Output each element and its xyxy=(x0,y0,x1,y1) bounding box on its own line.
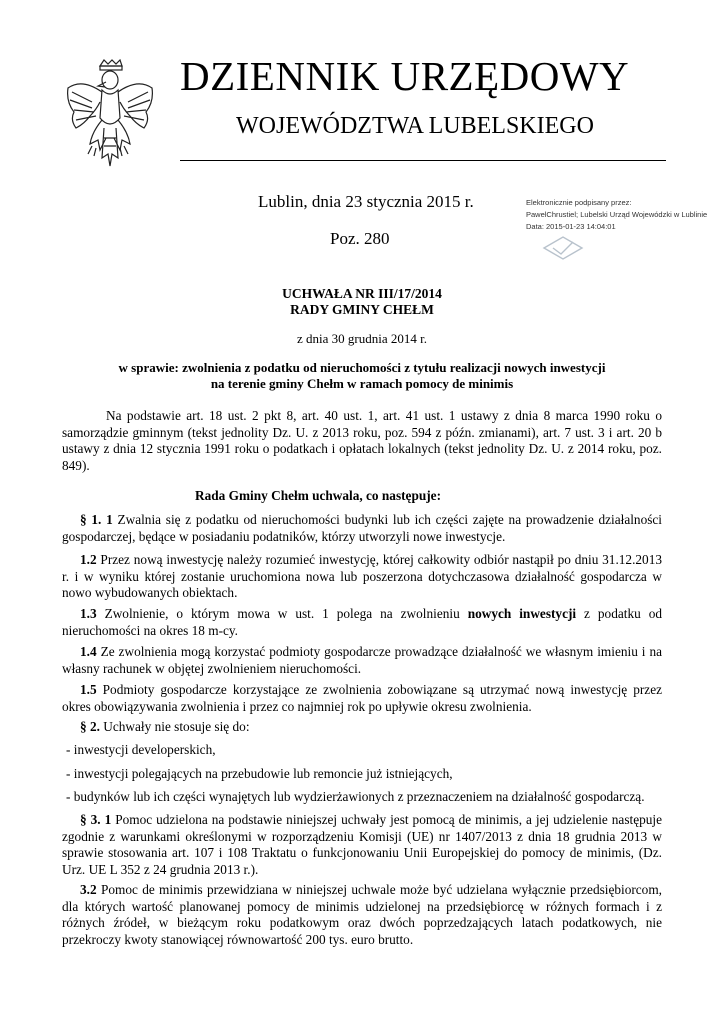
section-2 xyxy=(62,719,662,736)
signature-line-3: Data: 2015-01-23 14:04:01 xyxy=(526,222,616,231)
subject-line-2: na terenie gminy Chełm w ramach pomocy de minimis xyxy=(210,376,514,391)
eagle-emblem-icon xyxy=(62,58,158,170)
preamble-paragraph: Na podstawie art. 18 ust. 2 pkt 8, art. 40 ust. 1, art. 41 ust. 1 ustawy z dnia 8 marca 1990 roku o samorządzie gminnym (tekst jednolity Dz. U. z 2013 roku, poz. 594 z późn. zmianami), art. 7 ust. 3 i art. 20 b ustawy z dnia 12 stycznia 1991 roku o podatkach i opłatach lokalnych (tekst jednolity Dz. U. z 2014 roku, poz. 849). xyxy=(62,408,662,473)
electronic-signature xyxy=(526,197,707,233)
resolution-subject xyxy=(70,360,654,392)
section-1-3-number: 1.3 xyxy=(80,606,97,621)
section-1-3-text-a: Zwolnienie, o którym mowa w ust. 1 polega na zwolnieniu xyxy=(96,606,468,621)
section-3-1-number: § 3. 1 xyxy=(80,812,112,827)
resolution-council: RADY GMINY CHEŁM xyxy=(290,302,434,317)
section-1-1 xyxy=(62,512,662,545)
section-2-text: Uchwały nie stosuje się do: xyxy=(99,719,250,734)
section-1-4 xyxy=(62,644,662,677)
signature-line-1: Elektronicznie podpisany przez: xyxy=(526,198,632,207)
list-item: - inwestycji polegających na przebudowie lub remoncie już istniejących, xyxy=(66,766,453,781)
journal-subtitle: WOJEWÓDZTWA LUBELSKIEGO xyxy=(236,113,594,139)
signature-check-icon xyxy=(540,234,586,262)
section-1-4-number: 1.4 xyxy=(80,644,97,659)
publication-date: Lublin, dnia 23 stycznia 2015 r. xyxy=(258,192,474,211)
section-3-2-text: Pomoc de minimis przewidziana w niniejszej uchwale może być udzielana wyłącznie przedsiębiorcom, dla których wartość planowanej pomocy de minimis udzielonej na przedsiębiorcę w różnych formach i z różnych źródeł, w bieżącym roku podatkowym oraz dwóch poprzedzających latach podatkowych, nie przekroczy kwoty stanowiącej równowartość 200 tys. euro brutto. xyxy=(62,882,662,947)
section-3-1-text: Pomoc udzielona na podstawie niniejszej uchwały jest pomocą de minimis, a jej udzielenie następuje zgodnie z warunkami określonymi w rozporządzeniu Komisji (UE) nr 1407/2013 z dnia 18 grudnia 2013 w sprawie stosowania art. 107 i 108 Traktatu o funkcjonowaniu Unii Europejskiej do pomocy de minimis, (Dz. Urz. UE L 352 z 24 grudnia 2013 r.). xyxy=(62,812,662,877)
resolution-date: z dnia 30 grudnia 2014 r. xyxy=(297,331,427,346)
section-1-4-text: Ze zwolnienia mogą korzystać podmioty gospodarcze prowadzące działalność we własnym imieniu i na własny rachunek w objętej zwolnieniem nieruchomości. xyxy=(62,644,662,676)
resolution-title xyxy=(0,286,724,318)
section-1-5 xyxy=(62,682,662,715)
section-3-2-number: 3.2 xyxy=(80,882,97,897)
section-1-1-number: § 1. 1 xyxy=(80,512,113,527)
subject-line-1: w sprawie: zwolnienia z podatku od nieruchomości z tytułu realizacji nowych inwestycji xyxy=(118,360,606,375)
section-1-2 xyxy=(62,552,662,602)
signature-line-2: PawelChrustiel; Lubelski Urząd Wojewódzki w Lublinie xyxy=(526,210,708,219)
section-1-2-text: Przez nową inwestycję należy rozumieć inwestycję, której całkowity odbiór nastąpił po dniu 31.12.2013 r. i w wyniku której zostanie uruchomiona nowa lub poszerzona dotychczasowa działalność gospodarcza w nowo wybudowanych obiektach. xyxy=(62,552,662,600)
section-1-5-number: 1.5 xyxy=(80,682,97,697)
list-item: - inwestycji developerskich, xyxy=(66,742,216,757)
section-1-2-number: 1.2 xyxy=(80,552,97,567)
header-divider xyxy=(180,160,666,161)
section-3-2 xyxy=(62,882,662,948)
section-1-3 xyxy=(62,606,662,639)
resolution-number: UCHWAŁA NR III/17/2014 xyxy=(282,286,442,301)
journal-title: DZIENNIK URZĘDOWY xyxy=(180,53,630,99)
section-1-1-text: Zwalnia się z podatku od nieruchomości budynki lub ich części zajęte na prowadzenie działalności gospodarczej, będące w posiadaniu podatników, którzy utworzyli nowe inwestycje. xyxy=(62,512,662,544)
section-1-3-text-b: z podatku od nieruchomości na okres 18 m-cy. xyxy=(62,606,662,638)
section-3-1 xyxy=(62,812,662,878)
position-number: Poz. 280 xyxy=(330,229,390,248)
section-1-3-bold: nowych inwestycji xyxy=(467,606,577,621)
section-2-number: § 2. xyxy=(80,719,100,734)
section-1-5-text: Podmioty gospodarcze korzystające ze zwolnienia zobowiązane są utrzymać nową inwestycję przez okres obowiązywania zwolnienia i przez co najmniej rok po upływie okresu zwolnienia. xyxy=(62,682,662,714)
list-item: - budynków lub ich części wynajętych lub wydzierżawionych z przeznaczeniem na działalność gospodarczą. xyxy=(66,789,645,804)
council-statement: Rada Gminy Chełm uchwala, co następuje: xyxy=(195,488,441,503)
